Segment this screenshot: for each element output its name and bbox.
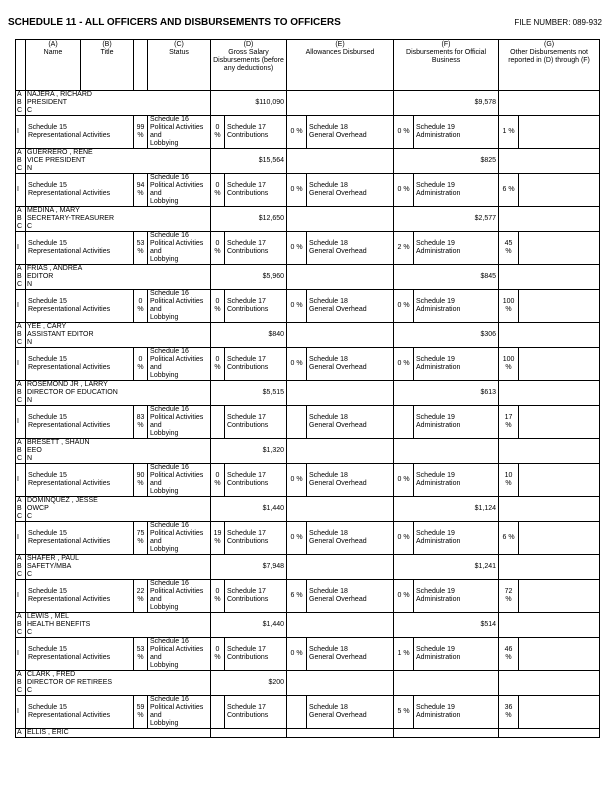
schedule-18-label: Schedule 18 General Overhead [307,464,394,497]
schedule-15-pct: 59 % [134,696,148,729]
schedule-15-label: Schedule 15 Representational Activities [26,464,134,497]
schedule-16-label: Schedule 16 Political Activities and Lobbying [148,696,211,729]
detail-marker: I [16,116,26,149]
schedule-16-pct: 0 % [211,348,225,381]
officer-identity [26,207,211,232]
schedule-19-label: Schedule 19 Administration [414,580,499,613]
officer-detail-row [16,116,600,149]
officer-identity [26,497,211,522]
schedule-17-pct: 6 % [287,580,307,613]
officer-detail-row [16,174,600,207]
abc-marker: A B C [16,91,26,116]
schedule-16-pct: 0 % [211,290,225,323]
schedule-16-label: Schedule 16 Political Activities and Lobbying [148,638,211,671]
schedule-18-label: Schedule 18 General Overhead [307,638,394,671]
schedule-17-label: Schedule 17 Contributions [225,290,287,323]
schedule-15-pct: 0 % [134,290,148,323]
schedule-18-pct: 0 % [394,290,414,323]
header-gap [134,40,148,91]
officer-detail-row [16,696,600,729]
col-g-header: (G) Other Disbursements not reported in (D) through (F) [499,40,600,91]
schedule-18-label: Schedule 18 General Overhead [307,348,394,381]
officer-name: CLARK , FRED [27,671,76,678]
schedule-17-label: Schedule 17 Contributions [225,464,287,497]
schedule-16-label: Schedule 16 Political Activities and Lobbying [148,232,211,265]
allowances [287,323,394,348]
officer-status: C [27,223,33,230]
officer-identity [26,149,211,174]
schedule-15-pct: 53 % [134,638,148,671]
schedule-18-label: Schedule 18 General Overhead [307,406,394,439]
officer-identity [26,613,211,638]
official-business [394,439,499,464]
schedule-15-pct: 53 % [134,232,148,265]
allowances [287,497,394,522]
schedule-18-label: Schedule 18 General Overhead [307,522,394,555]
gross-salary: $7,948 [211,555,287,580]
officer-identity [26,439,211,464]
other-disbursements [499,381,600,406]
allowances [287,207,394,232]
detail-spacer [519,174,600,207]
other-disbursements [499,497,600,522]
schedule-17-pct: 0 % [287,522,307,555]
detail-spacer [519,232,600,265]
schedule-17-pct: 0 % [287,174,307,207]
other-disbursements [499,91,600,116]
official-business: $613 [394,381,499,406]
schedule-15-label: Schedule 15 Representational Activities [26,290,134,323]
officer-row-partial [16,729,600,738]
officer-status: C [27,513,33,520]
schedule-16-label: Schedule 16 Political Activities and Lobbying [148,522,211,555]
col-b-header: (B) Title [81,40,134,91]
schedule-16-pct [211,406,225,439]
schedule-17-pct: 0 % [287,464,307,497]
officer-title: HEALTH BENEFITS [27,621,91,628]
abc-marker: A B C [16,671,26,696]
schedule-19-pct: 6 % [499,522,519,555]
schedule-19-pct: 46 % [499,638,519,671]
schedule-17-pct: 0 % [287,638,307,671]
schedule-15-label: Schedule 15 Representational Activities [26,406,134,439]
schedule-15-label: Schedule 15 Representational Activities [26,116,134,149]
officer-title: SECRETARY-TREASURER [27,215,115,222]
schedule-17-label: Schedule 17 Contributions [225,116,287,149]
schedule-17-label: Schedule 17 Contributions [225,406,287,439]
schedule-15-label: Schedule 15 Representational Activities [26,580,134,613]
allowances [287,149,394,174]
officer-identity [26,323,211,348]
allowances [287,613,394,638]
officer-title: EEO [27,447,42,454]
officer-title: DIRECTOR OF RETIREES [27,679,113,686]
schedule-19-pct: 100 % [499,290,519,323]
officer-detail-row [16,580,600,613]
officer-title: EDITOR [27,273,54,280]
other-disbursements [499,323,600,348]
officer-list [16,91,600,738]
official-business: $9,578 [394,91,499,116]
gross-salary: $200 [211,671,287,696]
officer-title: VICE PRESIDENT [27,157,86,164]
gross-salary: $12,650 [211,207,287,232]
schedule-15-pct: 75 % [134,522,148,555]
allowances [287,265,394,290]
officer-name: ELLIS , ERIC [26,729,211,738]
officers-table [15,39,600,738]
official-business: $825 [394,149,499,174]
schedule-17-label: Schedule 17 Contributions [225,522,287,555]
detail-spacer [519,290,600,323]
officer-detail-row [16,406,600,439]
officer-status: C [27,107,33,114]
officer-row [16,497,600,522]
detail-marker: I [16,348,26,381]
schedule-16-pct: 19 % [211,522,225,555]
schedule-18-label: Schedule 18 General Overhead [307,696,394,729]
official-business: $2,577 [394,207,499,232]
other-disbursements [499,265,600,290]
officer-status: N [27,397,33,404]
officer-row [16,91,600,116]
allowances [287,439,394,464]
schedule-16-label: Schedule 16 Political Activities and Lobbying [148,116,211,149]
officer-status: N [27,339,33,346]
schedule-17-pct: 0 % [287,290,307,323]
schedule-19-label: Schedule 19 Administration [414,290,499,323]
schedule-19-label: Schedule 19 Administration [414,348,499,381]
schedule-18-pct: 5 % [394,696,414,729]
officer-identity [26,91,211,116]
officer-row [16,149,600,174]
officer-identity [26,555,211,580]
schedule-18-label: Schedule 18 General Overhead [307,174,394,207]
officer-row [16,555,600,580]
schedule-15-label: Schedule 15 Representational Activities [26,638,134,671]
official-business: $1,124 [394,497,499,522]
schedule-18-pct: 0 % [394,174,414,207]
detail-spacer [519,638,600,671]
schedule-18-pct: 0 % [394,522,414,555]
detail-spacer [519,116,600,149]
schedule-17-pct: 0 % [287,116,307,149]
officer-detail-row [16,232,600,265]
schedule-title: SCHEDULE 11 - ALL OFFICERS AND DISBURSEMENTS TO OFFICERS [8,17,341,28]
schedule-15-pct: 99 % [134,116,148,149]
schedule-17-label: Schedule 17 Contributions [225,696,287,729]
official-business [394,671,499,696]
schedule-18-pct: 0 % [394,348,414,381]
officer-name: ROSEMOND JR , LARRY [27,381,108,388]
schedule-19-pct: 1 % [499,116,519,149]
schedule-17-pct [287,696,307,729]
other-disbursements [499,149,600,174]
schedule-16-pct: 0 % [211,638,225,671]
column-header-row [16,40,600,91]
schedule-16-label: Schedule 16 Political Activities and Lobbying [148,348,211,381]
schedule-19-pct: 17 % [499,406,519,439]
officer-row [16,207,600,232]
schedule-17-label: Schedule 17 Contributions [225,232,287,265]
schedule-19-label: Schedule 19 Administration [414,232,499,265]
schedule-19-label: Schedule 19 Administration [414,638,499,671]
schedule-18-label: Schedule 18 General Overhead [307,232,394,265]
detail-marker: I [16,464,26,497]
detail-spacer [519,348,600,381]
other-disbursements [499,613,600,638]
schedule-16-pct: 0 % [211,116,225,149]
schedule-16-label: Schedule 16 Political Activities and Lobbying [148,464,211,497]
detail-spacer [519,406,600,439]
detail-marker: I [16,696,26,729]
officer-name: LEWIS , MEL [27,613,70,620]
officer-row [16,323,600,348]
other-disbursements [499,439,600,464]
abc-marker: A B C [16,439,26,464]
schedule-17-pct: 0 % [287,348,307,381]
officer-detail-row [16,464,600,497]
schedule-17-label: Schedule 17 Contributions [225,638,287,671]
official-business: $514 [394,613,499,638]
schedule-19-pct: 10 % [499,464,519,497]
allowances [287,91,394,116]
col-d-header: (D) Gross Salary Disbursements (before any deductions) [211,40,287,91]
schedule-18-pct: 1 % [394,638,414,671]
official-business: $845 [394,265,499,290]
allowances [287,381,394,406]
detail-spacer [519,696,600,729]
officer-detail-row [16,638,600,671]
other-disbursements [499,555,600,580]
schedule-19-label: Schedule 19 Administration [414,406,499,439]
officer-status: C [27,629,33,636]
schedule-18-label: Schedule 18 General Overhead [307,290,394,323]
gross-salary: $5,515 [211,381,287,406]
officer-name: FRIAS , ANDREA [27,265,83,272]
abc-marker: A B C [16,149,26,174]
other-disbursements [499,729,600,738]
officer-title: ASSISTANT EDITOR [27,331,94,338]
officer-identity [26,381,211,406]
abc-marker: A B C [16,381,26,406]
abc-marker: A B C [16,613,26,638]
schedule-15-pct: 83 % [134,406,148,439]
gross-salary: $5,960 [211,265,287,290]
schedule-15-label: Schedule 15 Representational Activities [26,696,134,729]
officer-row [16,439,600,464]
schedule-15-label: Schedule 15 Representational Activities [26,232,134,265]
schedule-15-label: Schedule 15 Representational Activities [26,174,134,207]
schedule-19-label: Schedule 19 Administration [414,116,499,149]
officer-status: N [27,165,33,172]
detail-marker: I [16,522,26,555]
officer-name: NAJERA , RICHARD [27,91,92,98]
col-a-header: (A) Name [26,40,81,91]
schedule-18-pct: 0 % [394,464,414,497]
schedule-17-label: Schedule 17 Contributions [225,174,287,207]
schedule-15-pct: 22 % [134,580,148,613]
abc-marker: A B C [16,265,26,290]
officer-title: SAFETY/MBA [27,563,72,570]
allowances [287,555,394,580]
schedule-16-label: Schedule 16 Political Activities and Lobbying [148,174,211,207]
officer-status: C [27,687,33,694]
gross-salary: $110,090 [211,91,287,116]
officer-title: DIRECTOR OF EDUCATION [27,389,118,396]
officer-name: MEDINA , MARY [27,207,80,214]
gross-salary: $1,320 [211,439,287,464]
officer-title: OWCP [27,505,49,512]
official-business: $306 [394,323,499,348]
abc-marker: A B C [16,497,26,522]
schedule-19-pct: 100 % [499,348,519,381]
col-e-header: (E) Allowances Disbursed [287,40,394,91]
schedule-16-pct: 0 % [211,464,225,497]
schedule-18-pct [394,406,414,439]
file-number: FILE NUMBER: 089-932 [514,18,602,27]
gross-salary: $1,440 [211,497,287,522]
allowances [287,671,394,696]
officer-status: C [27,571,33,578]
officer-name: GUERRERO , RENE [27,149,93,156]
officer-name: BRESETT , SHAUN [27,439,90,446]
schedule-19-pct: 6 % [499,174,519,207]
schedule-17-pct: 0 % [287,232,307,265]
schedule-15-label: Schedule 15 Representational Activities [26,348,134,381]
schedule-15-pct: 0 % [134,348,148,381]
schedule-19-pct: 36 % [499,696,519,729]
officer-name: DOMINQUEZ , JESSE [27,497,98,504]
officer-row [16,381,600,406]
officer-identity [26,265,211,290]
schedule-16-pct: 0 % [211,174,225,207]
abc-marker: A B C [16,323,26,348]
schedule-18-pct: 0 % [394,116,414,149]
allowances [287,729,394,738]
abc-marker: A B C [16,207,26,232]
schedule-16-pct: 0 % [211,580,225,613]
schedule-17-pct [287,406,307,439]
schedule-18-label: Schedule 18 General Overhead [307,116,394,149]
detail-marker: I [16,580,26,613]
officer-detail-row [16,522,600,555]
officer-detail-row [16,348,600,381]
schedule-19-label: Schedule 19 Administration [414,464,499,497]
schedule-19-label: Schedule 19 Administration [414,174,499,207]
officer-status: N [27,455,33,462]
schedule-16-pct [211,696,225,729]
officer-identity [26,671,211,696]
detail-spacer [519,522,600,555]
detail-spacer [519,580,600,613]
officer-detail-row [16,290,600,323]
gross-salary: $840 [211,323,287,348]
col-f-header: (F) Disbursements for Official Business [394,40,499,91]
officer-name: YEE , CARY [27,323,67,330]
gross-salary: $1,440 [211,613,287,638]
schedule-18-pct: 0 % [394,580,414,613]
abc-marker: A B C [16,555,26,580]
schedule-16-label: Schedule 16 Political Activities and Lobbying [148,580,211,613]
schedule-16-pct: 0 % [211,232,225,265]
official-business [394,729,499,738]
gross-salary [211,729,287,738]
other-disbursements [499,671,600,696]
schedule-19-label: Schedule 19 Administration [414,696,499,729]
schedule-17-label: Schedule 17 Contributions [225,348,287,381]
schedule-19-pct: 72 % [499,580,519,613]
official-business: $1,241 [394,555,499,580]
detail-spacer [519,464,600,497]
schedule-15-pct: 94 % [134,174,148,207]
schedule-19-pct: 45 % [499,232,519,265]
detail-marker: I [16,638,26,671]
schedule-16-label: Schedule 16 Political Activities and Lobbying [148,290,211,323]
gross-salary: $15,564 [211,149,287,174]
detail-marker: I [16,232,26,265]
schedule-16-label: Schedule 16 Political Activities and Lobbying [148,406,211,439]
officer-name: SHAFER , PAUL [27,555,79,562]
schedule-18-label: Schedule 18 General Overhead [307,580,394,613]
schedule-19-label: Schedule 19 Administration [414,522,499,555]
officer-title: PRESIDENT [27,99,68,106]
officer-row [16,613,600,638]
header-marker-cell [16,40,26,91]
schedule-18-pct: 2 % [394,232,414,265]
col-c-header: (C) Status [148,40,211,91]
schedule-15-pct: 90 % [134,464,148,497]
abc-marker: A [16,729,26,738]
officer-row [16,265,600,290]
detail-marker: I [16,290,26,323]
detail-marker: I [16,174,26,207]
detail-marker: I [16,406,26,439]
schedule-15-label: Schedule 15 Representational Activities [26,522,134,555]
other-disbursements [499,207,600,232]
schedule-17-label: Schedule 17 Contributions [225,580,287,613]
officer-row [16,671,600,696]
officer-status: N [27,281,33,288]
